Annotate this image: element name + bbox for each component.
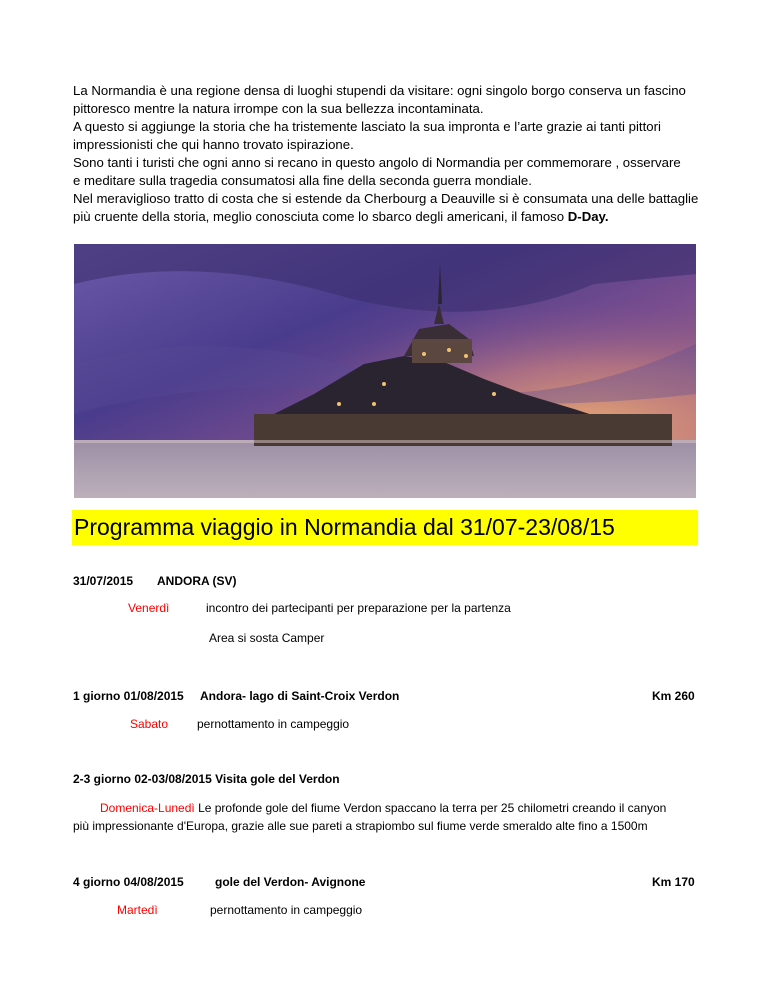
day0-date: 31/07/2015 — [73, 574, 134, 588]
day0-weekday: Venerdì — [128, 601, 170, 615]
day23-weekday: Domenica-Lunedì — [100, 801, 195, 815]
day1-weekday: Sabato — [130, 717, 169, 731]
intro-paragraph — [73, 82, 703, 226]
day4-weekday: Martedì — [117, 903, 158, 917]
day1-label: 1 giorno 01/08/2015 — [73, 689, 184, 703]
day23-description-2: più impressionante d'Europa, grazie alle sue pareti a strapiombo sul fiume verde smeraldo alte fino a 1500m — [73, 819, 648, 833]
day0-description-2: Area si sosta Camper — [209, 631, 325, 645]
day23-first-line — [100, 800, 666, 816]
intro-line: La Normandia è una regione densa di luoghi stupendi da visitare: ogni singolo borgo conserva un fascino — [73, 83, 686, 98]
day4-description: pernottamento in campeggio — [210, 903, 363, 917]
intro-line — [73, 208, 703, 226]
day0-description: incontro dei partecipanti per preparazione per la partenza — [206, 601, 511, 615]
day1-route: Andora- lago di Saint-Croix Verdon — [200, 689, 400, 703]
intro-line: e meditare sulla tragedia consumatosi alla fine della seconda guerra mondiale. — [73, 173, 532, 188]
program-title: Programma viaggio in Normandia dal 31/07-23/08/15 — [72, 510, 698, 545]
intro-line: Sono tanti i turisti che ogni anno si recano in questo angolo di Normandia per commemorare , osservare — [73, 155, 681, 170]
day4-route: gole del Verdon- Avignone — [215, 875, 366, 889]
intro-last-line: più cruente della storia, meglio conosciuta come lo sbarco degli americani, il famoso — [73, 209, 568, 224]
intro-line: impressionisti che qui hanno trovato ispirazione. — [73, 137, 354, 152]
intro-line: pittoresco mentre la natura irrompe con la sua bellezza incontaminata. — [73, 101, 484, 116]
mont-saint-michel-photo — [74, 244, 696, 498]
day1-description: pernottamento in campeggio — [197, 717, 350, 731]
intro-line: A questo si aggiunge la storia che ha tristemente lasciato la sua impronta e l’arte grazie ai tanti pittori — [73, 119, 661, 134]
day0-place: ANDORA (SV) — [157, 574, 237, 588]
d-day-text: D-Day. — [567, 209, 609, 224]
day23-label: 2-3 giorno 02-03/08/2015 Visita gole del Verdon — [73, 772, 340, 786]
day1-km: Km 260 — [652, 689, 695, 703]
intro-line: Nel meraviglioso tratto di costa che si estende da Cherbourg a Deauville si è consumata una delle battaglie — [73, 191, 699, 206]
day23-description: Le profonde gole del fiume Verdon spaccano la terra per 25 chilometri creando il canyon — [194, 801, 667, 815]
day4-label: 4 giorno 04/08/2015 — [73, 875, 184, 889]
day4-km: Km 170 — [652, 875, 695, 889]
